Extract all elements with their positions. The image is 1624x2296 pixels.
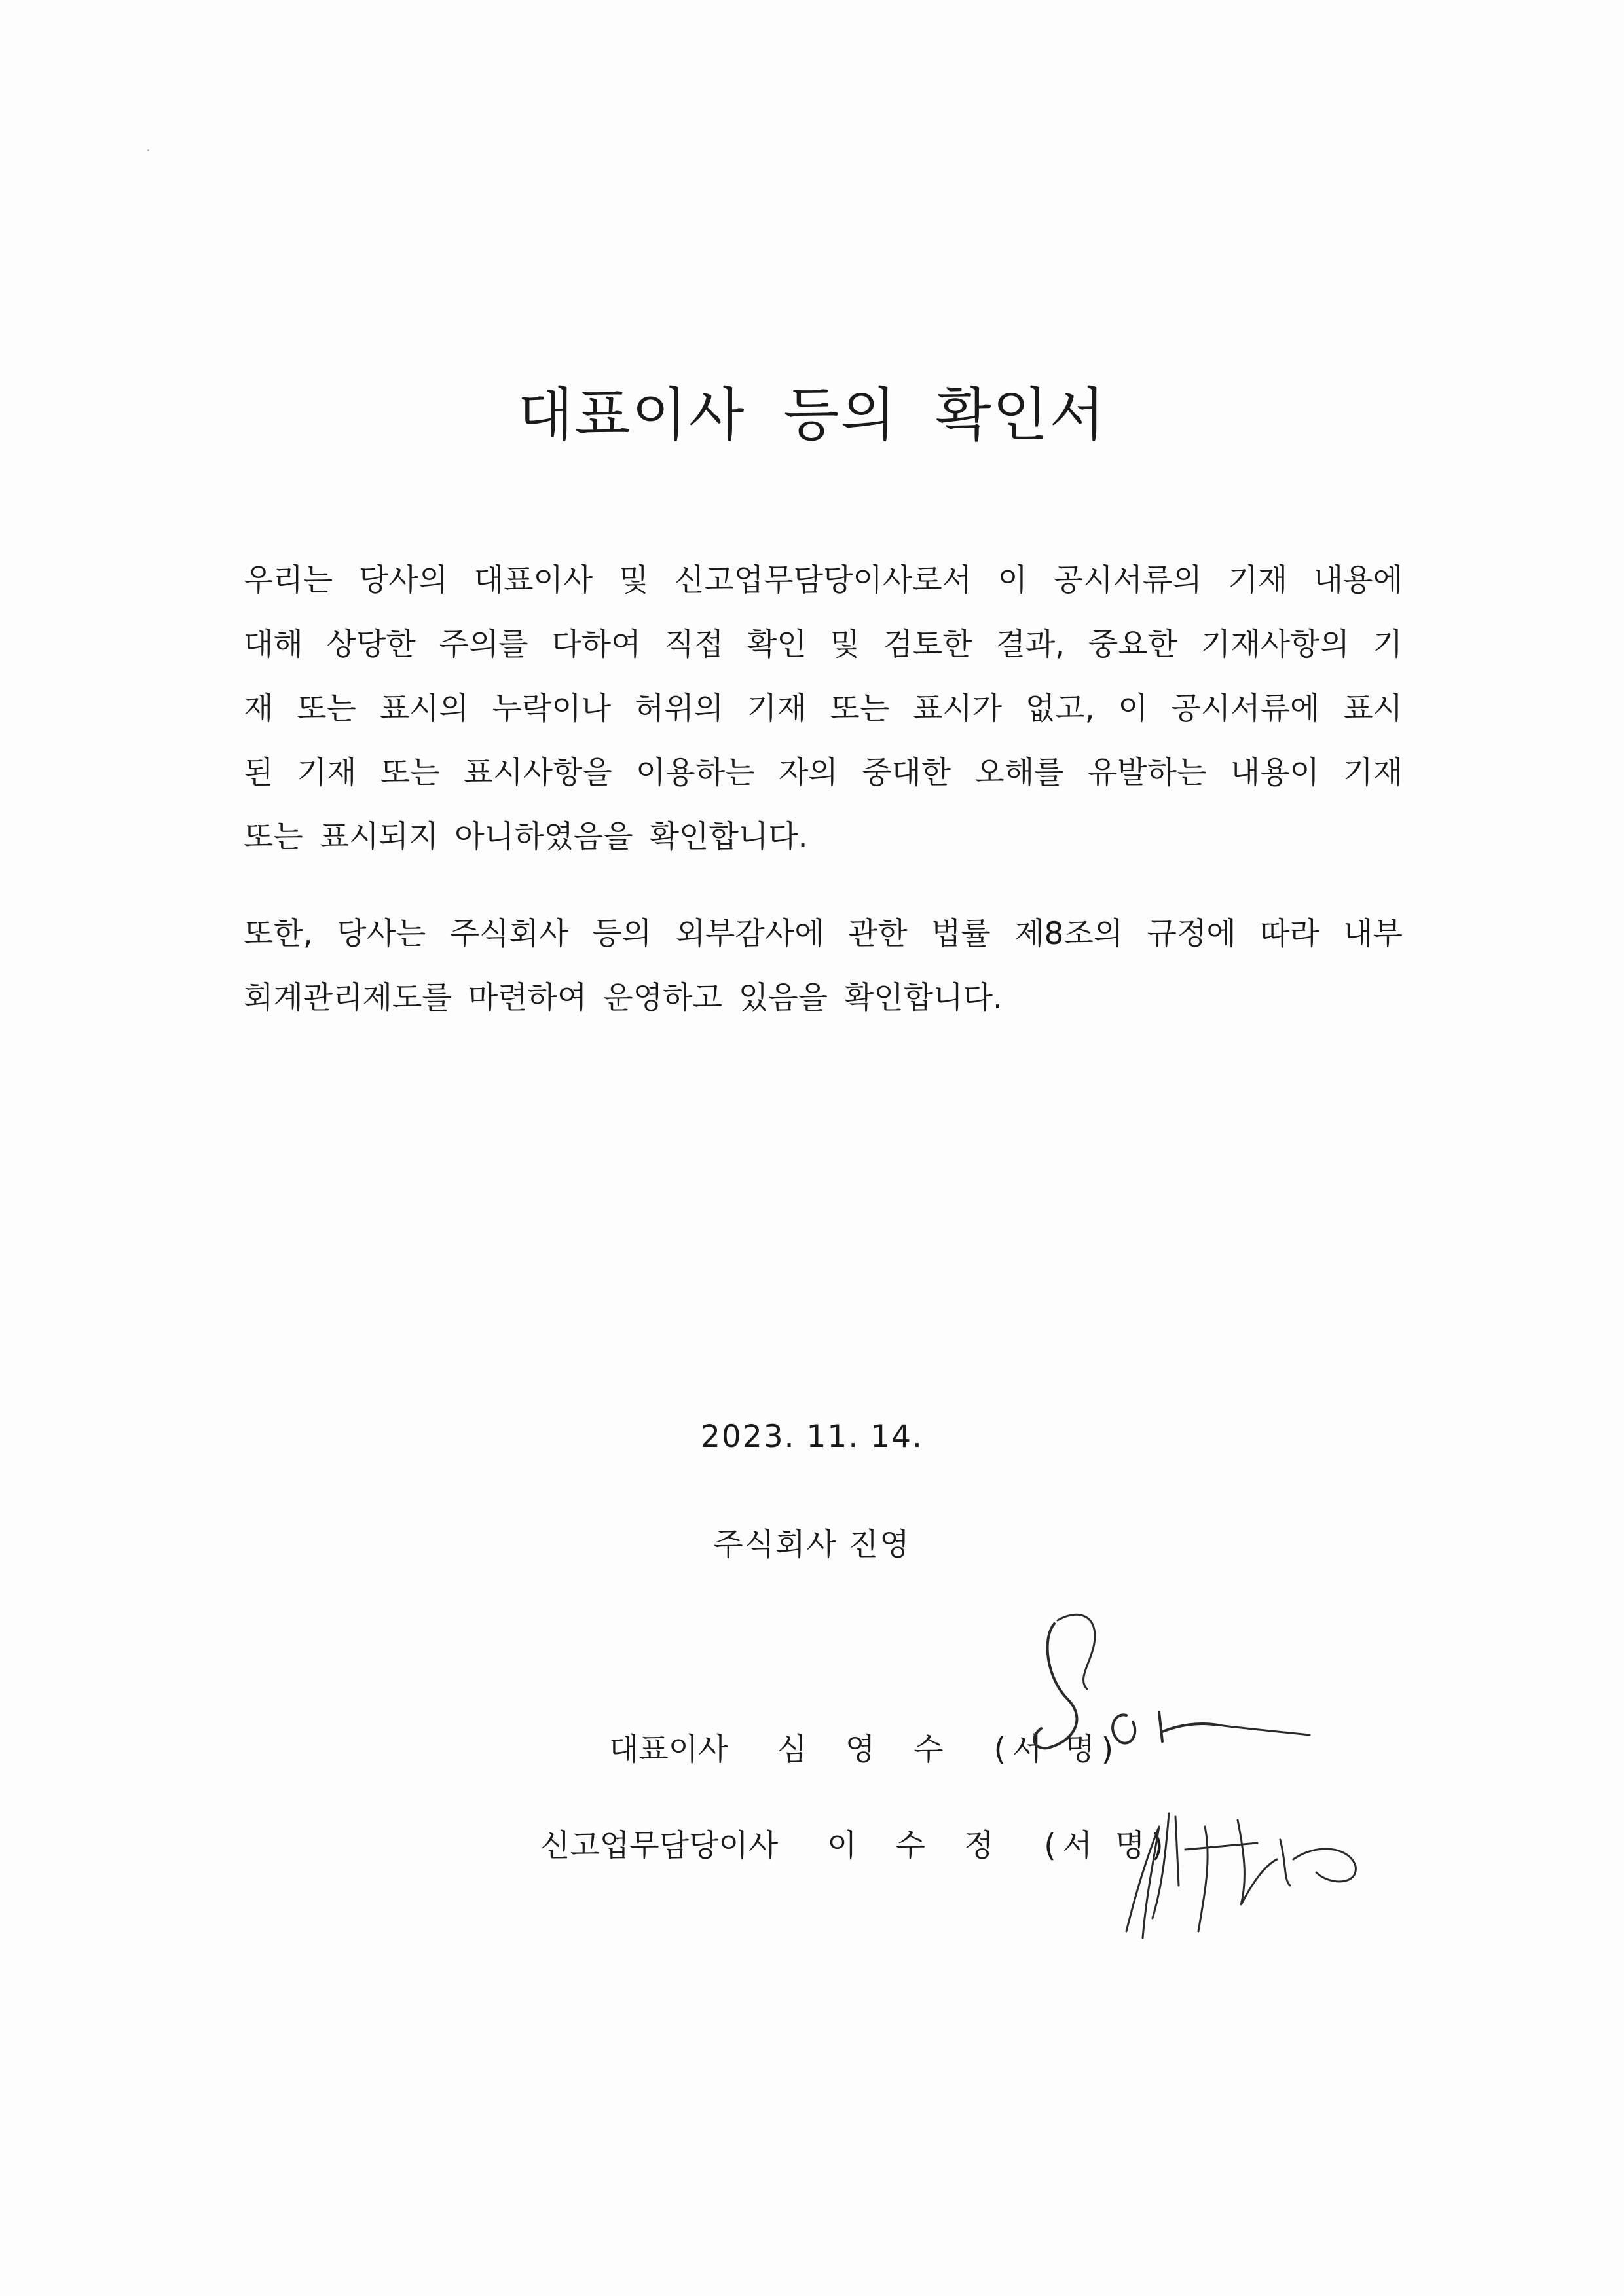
scan-speck bbox=[147, 149, 149, 151]
paragraph-line: 우리는 당사의 대표이사 및 신고업무담당이사로서 이 공시서류의 기재 내용에 bbox=[244, 562, 1403, 598]
company-name: 주식회사 진영 bbox=[713, 1527, 911, 1563]
document-date: 2023. 11. 14. bbox=[701, 1419, 923, 1455]
disclosure-officer-signature-line bbox=[540, 1821, 1170, 1865]
signature-mark-label: (서 명) bbox=[1044, 1828, 1170, 1864]
confirmation-paragraph bbox=[244, 549, 1403, 869]
document-title: 대표이사 등의 확인서 bbox=[517, 380, 1107, 448]
paragraph-line: 또한, 당사는 주식회사 등의 외부감사에 관한 법률 제8조의 규정에 따라 내부 bbox=[244, 916, 1403, 952]
signature-mark-label: (서 명) bbox=[993, 1732, 1120, 1768]
ceo-handwritten-signature bbox=[1028, 1601, 1356, 1797]
signer-name: 심 영 수 bbox=[777, 1732, 958, 1768]
signer-role: 신고업무담당이사 bbox=[540, 1828, 779, 1864]
paragraph-line: 된 기재 또는 표시사항을 이용하는 자의 중대한 오해를 유발하는 내용이 기재 bbox=[244, 755, 1403, 791]
internal-control-paragraph bbox=[244, 902, 1403, 1030]
paragraph-line: 회계관리제도를 마련하여 운영하고 있음을 확인합니다. bbox=[244, 980, 1003, 1016]
paragraph-line: 또는 표시되지 아니하였음을 확인합니다. bbox=[244, 819, 808, 855]
paragraph-line: 재 또는 표시의 누락이나 허위의 기재 또는 표시가 없고, 이 공시서류에 표시 bbox=[244, 691, 1403, 727]
signer-name: 이 수 정 bbox=[827, 1828, 1008, 1864]
officer-handwritten-signature bbox=[1107, 1787, 1382, 1958]
paragraph-line: 대해 상당한 주의를 다하여 직접 확인 및 검토한 결과, 중요한 기재사항의 기 bbox=[244, 627, 1403, 663]
signer-role: 대표이사 bbox=[609, 1732, 728, 1768]
